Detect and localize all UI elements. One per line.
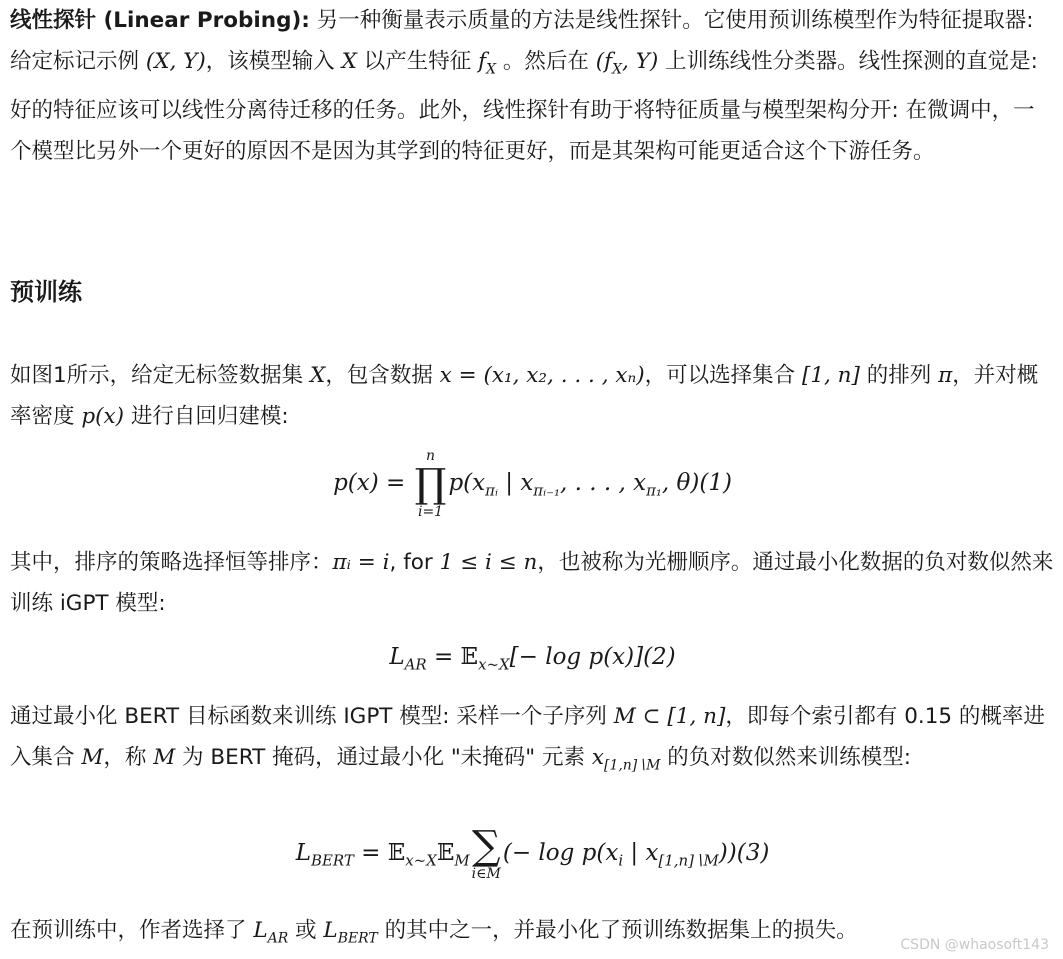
- math-x-seq: x = (x₁, x₂, . . . , xₙ): [439, 363, 645, 388]
- pretrain-paragraph-4: 在预训练中，作者选择了 $L_{AR}$ 或 $L_{BERT}$ 的其中之一，并最小化了预训练数据集上的损失。: [10, 918, 858, 947]
- csdn-watermark: CSDN @whaosoft143: [900, 937, 1049, 953]
- sum-operator: ∑ i∈M: [471, 823, 501, 882]
- equation-1: p(x) = n ∏ i=1 $p(x_{\pi ᵢ}$ | $x_{\pi ᵢ_{-1}}$, . . . , $x_{\pi_1}$, θ)(1): [333, 448, 732, 520]
- section-heading-pretrain: 预训练: [10, 277, 82, 306]
- equation-3: $L_{BERT}$ = 𝔼$_{x\sim X}$𝔼$_M$ ∑ i∈M (− $\log p(x_i$ | $x_{[1,n]∖M}))(3)$: [295, 823, 770, 882]
- math-fx-y: ($f_X$, Y): [595, 49, 659, 78]
- pretrain-paragraph-1: 如图1所示，给定无标签数据集 X，包含数据 x = (x₁, x₂, . . . , xₙ)，可以选择集合 [1, n] 的排列 π，并对概率密度 p(x) 进行自回归建模:: [10, 363, 1039, 429]
- linear-probing-paragraph: 线性探针 (Linear Probing): 另一种衡量表示质量的方法是线性探针。它使用预训练模型作为特征提取器: 给定标记示例 (X, Y)，该模型输入 X 以产生特征 $f_X$ 。然后在 ($f_X$, Y) 上训练线性分类器。线性探测的直觉是: 好的特征应该可以线性分离待迁移的任务。此外，线性探针有助于将特征质量与模型架构分开: 在微调中，一个模型比另外一个更好的原因不是因为其学到的特征更好，而是其架构可能更适合这个下游任务。: [10, 8, 1038, 165]
- pretrain-paragraph-3: 通过最小化 BERT 目标函数来训练 IGPT 模型: 采样一个子序列 M ⊂ [1, n]，即每个索引都有 0.15 的概率进入集合 M，称 M 为 BERT 掩码，通过最小化 "未掩码" 元素 $x_{[1,n]∖M}$ 的负对数似然来训练模型:: [10, 704, 1045, 774]
- product-operator: n ∏ i=1: [414, 448, 447, 520]
- math-fx: $f_X$: [478, 49, 497, 78]
- pretrain-paragraph-2: 其中，排序的策略选择恒等排序：πᵢ = i, for 1 ≤ i ≤ n，也被称为光栅顺序。通过最小化数据的负对数似然来训练 iGPT 模型:: [10, 550, 1054, 616]
- linear-probing-title: 线性探针 (Linear Probing):: [10, 8, 310, 33]
- equation-2: $L_{AR}$ = 𝔼$_{x\sim X}$[− log p(x)](2): [389, 644, 676, 674]
- math-xy: (X, Y): [145, 49, 206, 74]
- math-x: X: [341, 49, 357, 74]
